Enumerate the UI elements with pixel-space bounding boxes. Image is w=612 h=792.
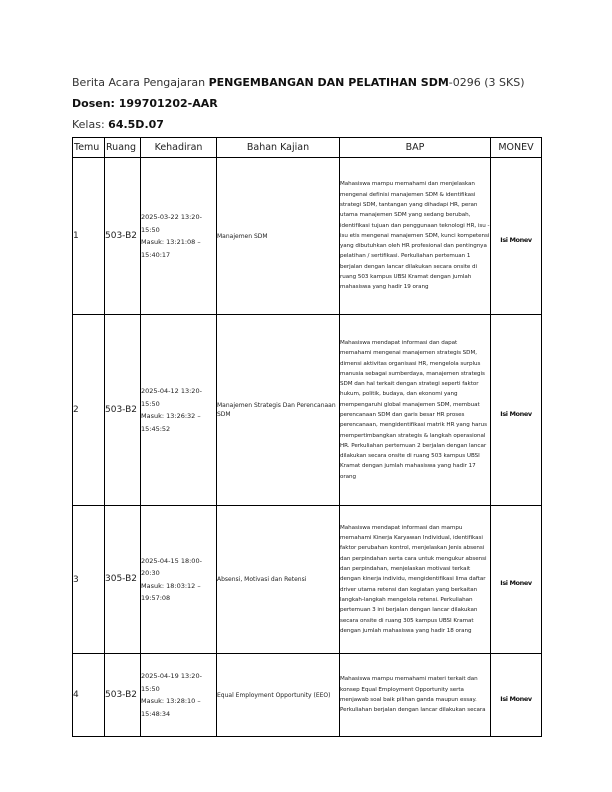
attendance-cell — [141, 654, 217, 737]
table-row — [73, 654, 542, 737]
meeting-number: 2 — [73, 315, 105, 506]
bap-cell: Mahasiswa mendapat informasi dan mampu memahami Kinerja Karyawan Individual, identifikasi faktor perubahan kontrol, menjelaskan Jenis absensi dan perpindahan serta cara untuk mengukur absensi dan perpindahan, menjelaskan motivasi terkait dengan kinerja individu, mengidentifikasi lima daftar driver utama retensi dan kegiatan yang berkaitan langkah-langkah mengelola retensi. Perkuliahan pertemuan 3 ini berjalan dengan lancar dilakukan secara onsite di ruang 305 kampus UBSI Kramat dengan jumlah mahasiswa yang hadir 18 orang — [340, 506, 491, 654]
table-row — [73, 315, 542, 506]
monev-cell — [491, 506, 542, 654]
room-cell: 503-B2 — [105, 654, 141, 737]
room-cell: 305-B2 — [105, 506, 141, 654]
column-header-bahan-kajian: Bahan Kajian — [217, 138, 340, 158]
bap-cell: Mahasiswa mampu memahami materi terkait dan konsep Equal Employment Opportunity serta menjawab soal baik pilihan ganda maupun essay. Perkuliahan berjalan dengan lancar dilakukan secara — [340, 654, 491, 737]
column-header-monev: MONEV — [491, 138, 542, 158]
study-material-cell: Absensi, Motivasi dan Retensi — [217, 506, 340, 654]
column-header-temu: Temu — [73, 138, 105, 158]
attendance-cell — [141, 158, 217, 315]
monev-link[interactable]: Isi Monev — [500, 409, 532, 418]
table-header-row — [73, 138, 542, 158]
check-in-time: Masuk: 13:21:08 – 15:40:17 — [141, 238, 201, 259]
monev-link[interactable]: Isi Monev — [500, 235, 532, 244]
title-prefix: Berita Acara Pengajaran — [72, 76, 209, 89]
column-header-bap: BAP — [340, 138, 491, 158]
attendance-cell — [141, 506, 217, 654]
course-name: PENGEMBANGAN DAN PELATIHAN SDM — [208, 76, 449, 89]
lecturer-id: Dosen: 199701202-AAR — [72, 97, 218, 110]
table-row — [73, 506, 542, 654]
study-material-cell: Manajemen Strategis Dan Perencanaan SDM — [217, 315, 340, 506]
schedule-time: 2025-03-22 13:20-15:50 — [141, 213, 202, 234]
page-title — [72, 76, 525, 89]
attendance-cell — [141, 315, 217, 506]
study-material-cell: Manajemen SDM — [217, 158, 340, 315]
meeting-number: 3 — [73, 506, 105, 654]
meeting-number: 4 — [73, 654, 105, 737]
bap-cell: Mahasiswa mendapat informasi dan dapat memahami mengenai manajemen strategis SDM, dimensi aktivitas organisasi HR, mengelola surplus manusia sebagai sumberdaya, manajemen strategis SDM dan hal terkait dengan strategi seperti faktor hukum, politik, budaya, dan ekonomi yang mempengaruhi global manajemen SDM, membuat perencanaan SDM dan garis besar HR proses perencanaan, mengidentifikasi matrik HR yang harus mempertimbangkan strategis & langkah operasional HR. Perkuliahan pertemuan 2 berjalan dengan lancar dilakukan secara onsite di ruang 503 kampus UBSI Kramat dengan jumlah mahasiswa yang hadir 17 orang — [340, 315, 491, 506]
bap-cell: Mahasiswa mampu memahami dan menjelaskan mengenai definisi manajemen SDM & identifikasi strategi SDM, tantangan yang dihadapi HR, peran utama manajemen SDM yang sedang berubah, identifikasi tujuan dan penggunaan teknologi HR, isu - isu etis mengenai manajemen SDM, kunci kompetensi yang dibutuhkan oleh HR profesional dan pentingnya pelatihan / sertifikasi. Perkuliahan pertemuan 1 berjalan dengan lancar dilakukan secara onsite di ruang 503 kampus UBSI Kramat dengan jumlah mahasiswa yang hadir 19 orang — [340, 158, 491, 315]
meeting-number: 1 — [73, 158, 105, 315]
check-in-time: Masuk: 18:03:12 – 19:57:08 — [141, 581, 201, 602]
monev-cell — [491, 315, 542, 506]
column-header-kehadiran: Kehadiran — [141, 138, 217, 158]
check-in-time: Masuk: 13:28:10 – 15:48:34 — [141, 697, 201, 718]
monev-cell — [491, 654, 542, 737]
course-code-sks: -0296 (3 SKS) — [448, 76, 525, 89]
column-header-ruang: Ruang — [105, 138, 141, 158]
check-in-time: Masuk: 13:26:32 – 15:45:52 — [141, 412, 201, 433]
study-material-cell: Equal Employment Opportunity (EEO) — [217, 654, 340, 737]
class-value: 64.5D.07 — [108, 118, 164, 131]
room-cell: 503-B2 — [105, 315, 141, 506]
room-cell: 503-B2 — [105, 158, 141, 315]
attendance-table — [72, 137, 542, 737]
schedule-time: 2025-04-12 13:20-15:50 — [141, 387, 202, 408]
class-label: Kelas: — [72, 118, 109, 131]
table-row — [73, 158, 542, 315]
schedule-time: 2025-04-15 18:00-20:30 — [141, 556, 202, 577]
class-info — [72, 118, 164, 131]
schedule-time: 2025-04-19 13:20-15:50 — [141, 672, 202, 693]
monev-link[interactable]: Isi Monev — [500, 579, 532, 587]
monev-cell — [491, 158, 542, 315]
monev-link[interactable]: Isi Monev — [500, 694, 532, 703]
